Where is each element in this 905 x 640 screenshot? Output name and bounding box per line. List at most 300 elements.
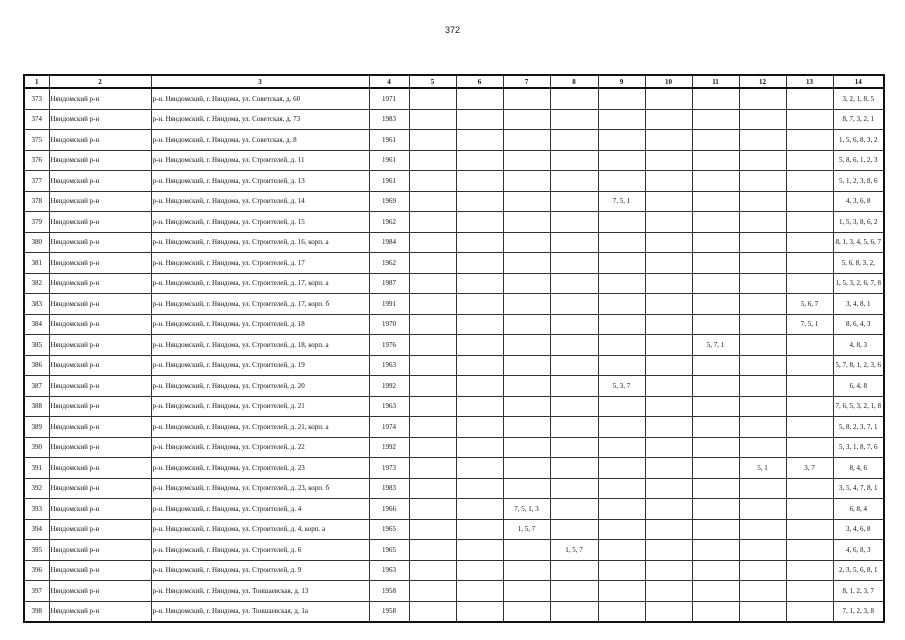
table-cell-col-2: Няндомский р-н [49, 109, 151, 130]
table-cell-col-7 [503, 355, 550, 376]
table-cell-col-5 [409, 601, 456, 622]
table-row [24, 212, 884, 233]
table-cell-col-10 [645, 314, 692, 335]
table-cell-col-10 [645, 294, 692, 315]
table-cell-col-11 [692, 478, 739, 499]
table-cell-col-12 [739, 396, 786, 417]
table-row [24, 560, 884, 581]
table-cell-col-1: 374 [24, 109, 49, 130]
table-cell-col-12 [739, 355, 786, 376]
table-cell-col-10 [645, 212, 692, 233]
table-cell-col-14: 8, 6, 4, 3 [833, 314, 884, 335]
table-cell-col-1: 380 [24, 232, 49, 253]
table-cell-col-14: 8, 1, 3, 4, 5, 6, 7 [833, 232, 884, 253]
table-cell-col-13 [786, 519, 833, 540]
table-cell-col-13 [786, 335, 833, 356]
table-cell-col-6 [456, 540, 503, 561]
table-cell-col-9: 5, 3, 7 [598, 376, 645, 397]
table-row [24, 499, 884, 520]
table-cell-col-4: 1961 [369, 171, 409, 192]
table-cell-col-4: 1987 [369, 273, 409, 294]
table-cell-col-5 [409, 109, 456, 130]
table-cell-col-8 [550, 601, 598, 622]
table-cell-col-1: 375 [24, 130, 49, 151]
table-cell-col-13 [786, 191, 833, 212]
table-row [24, 417, 884, 438]
table-cell-col-2: Няндомский р-н [49, 376, 151, 397]
table-cell-col-10 [645, 581, 692, 602]
table-row [24, 437, 884, 458]
table-cell-col-11 [692, 560, 739, 581]
table-cell-col-12 [739, 109, 786, 130]
table-cell-col-2: Няндомский р-н [49, 314, 151, 335]
table-cell-col-13 [786, 273, 833, 294]
table-cell-col-7 [503, 294, 550, 315]
table-cell-col-9 [598, 540, 645, 561]
table-cell-col-2: Няндомский р-н [49, 150, 151, 171]
table-cell-col-1: 373 [24, 88, 49, 109]
table-cell-col-13 [786, 212, 833, 233]
table-cell-col-9 [598, 581, 645, 602]
table-cell-col-8 [550, 212, 598, 233]
table-row [24, 478, 884, 499]
table-cell-col-12 [739, 540, 786, 561]
table-cell-col-9 [598, 130, 645, 151]
table-cell-col-9 [598, 212, 645, 233]
table-cell-col-13: 7, 5, 1 [786, 314, 833, 335]
table-cell-col-1: 381 [24, 253, 49, 274]
table-cell-col-9 [598, 560, 645, 581]
table-cell-col-7 [503, 88, 550, 109]
table-cell-col-3: р-н. Няндомский, г. Няндома, ул. Советская, д. 73 [151, 109, 369, 130]
table-cell-col-8 [550, 171, 598, 192]
table-cell-col-14: 1, 5, 3, 2, 6, 7, 8 [833, 273, 884, 294]
table-cell-col-11 [692, 458, 739, 479]
table-cell-col-14: 3, 5, 4, 7, 8, 1 [833, 478, 884, 499]
table-cell-col-2: Няндомский р-н [49, 273, 151, 294]
table-cell-col-14: 8, 4, 6 [833, 458, 884, 479]
table-cell-col-5 [409, 437, 456, 458]
table-cell-col-8 [550, 478, 598, 499]
table-cell-col-6 [456, 376, 503, 397]
table-cell-col-1: 376 [24, 150, 49, 171]
table-cell-col-4: 1961 [369, 130, 409, 151]
table-cell-col-11 [692, 396, 739, 417]
table-cell-col-7: 1, 5, 7 [503, 519, 550, 540]
table-cell-col-10 [645, 232, 692, 253]
table-cell-col-10 [645, 88, 692, 109]
table-cell-col-3: р-н. Няндомский, г. Няндома, ул. Строителей, д. 18, корп. а [151, 335, 369, 356]
table-cell-col-3: р-н. Няндомский, г. Няндома, ул. Строителей, д. 4, корп. а [151, 519, 369, 540]
table-cell-col-8 [550, 191, 598, 212]
table-cell-col-6 [456, 458, 503, 479]
column-header-14: 14 [833, 75, 884, 88]
table-cell-col-9 [598, 294, 645, 315]
table-cell-col-10 [645, 417, 692, 438]
table-cell-col-3: р-н. Няндомский, г. Няндома, ул. Строителей, д. 23, корп. б [151, 478, 369, 499]
table-cell-col-10 [645, 130, 692, 151]
table-cell-col-13 [786, 232, 833, 253]
table-cell-col-12: 5, 1 [739, 458, 786, 479]
table-cell-col-8 [550, 253, 598, 274]
table-cell-col-11 [692, 601, 739, 622]
table-cell-col-1: 393 [24, 499, 49, 520]
table-cell-col-11 [692, 355, 739, 376]
table-row [24, 88, 884, 109]
table-cell-col-8 [550, 314, 598, 335]
table-cell-col-8 [550, 499, 598, 520]
table-cell-col-7 [503, 212, 550, 233]
table-cell-col-5 [409, 581, 456, 602]
table-cell-col-10 [645, 601, 692, 622]
table-cell-col-7 [503, 335, 550, 356]
table-cell-col-3: р-н. Няндомский, г. Няндома, ул. Строителей, д. 17 [151, 253, 369, 274]
table-cell-col-7 [503, 376, 550, 397]
table-cell-col-5 [409, 191, 456, 212]
table-body [24, 88, 884, 622]
table-cell-col-12 [739, 478, 786, 499]
table-cell-col-12 [739, 150, 786, 171]
table-row [24, 150, 884, 171]
table-cell-col-11 [692, 437, 739, 458]
table-cell-col-8 [550, 458, 598, 479]
table-cell-col-14: 5, 3, 1, 8, 7, 6 [833, 437, 884, 458]
table-cell-col-13 [786, 355, 833, 376]
table-cell-col-2: Няндомский р-н [49, 335, 151, 356]
table-cell-col-5 [409, 396, 456, 417]
table-cell-col-13 [786, 437, 833, 458]
table-cell-col-5 [409, 335, 456, 356]
table-cell-col-11 [692, 273, 739, 294]
column-header-9: 9 [598, 75, 645, 88]
table-cell-col-5 [409, 417, 456, 438]
table-cell-col-8 [550, 437, 598, 458]
table-cell-col-6 [456, 437, 503, 458]
table-cell-col-12 [739, 335, 786, 356]
table-cell-col-12 [739, 519, 786, 540]
table-cell-col-3: р-н. Няндомский, г. Няндома, ул. Тоншаевская, д. 13 [151, 581, 369, 602]
table-row [24, 335, 884, 356]
table-cell-col-9 [598, 396, 645, 417]
table-cell-col-5 [409, 273, 456, 294]
table-cell-col-3: р-н. Няндомский, г. Няндома, ул. Строителей, д. 20 [151, 376, 369, 397]
table-cell-col-1: 391 [24, 458, 49, 479]
table-cell-col-14: 3, 4, 8, 1 [833, 294, 884, 315]
table-row [24, 294, 884, 315]
table-cell-col-3: р-н. Няндомский, г. Няндома, ул. Строителей, д. 22 [151, 437, 369, 458]
table-cell-col-7 [503, 150, 550, 171]
table-cell-col-14: 6, 8, 4 [833, 499, 884, 520]
table-cell-col-5 [409, 130, 456, 151]
table-cell-col-8 [550, 560, 598, 581]
table-cell-col-7 [503, 437, 550, 458]
table-cell-col-1: 383 [24, 294, 49, 315]
table-cell-col-6 [456, 499, 503, 520]
table-cell-col-2: Няндомский р-н [49, 458, 151, 479]
table-cell-col-2: Няндомский р-н [49, 478, 151, 499]
table-cell-col-10 [645, 109, 692, 130]
table-cell-col-4: 1984 [369, 232, 409, 253]
table-cell-col-9 [598, 458, 645, 479]
table-cell-col-1: 387 [24, 376, 49, 397]
table-cell-col-14: 5, 8, 2, 3, 7, 1 [833, 417, 884, 438]
table-cell-col-8 [550, 273, 598, 294]
table-cell-col-11 [692, 540, 739, 561]
table-cell-col-1: 382 [24, 273, 49, 294]
table-cell-col-1: 397 [24, 581, 49, 602]
table-cell-col-7 [503, 109, 550, 130]
table-cell-col-7 [503, 171, 550, 192]
table-row [24, 540, 884, 561]
table-cell-col-13 [786, 150, 833, 171]
table-cell-col-13 [786, 376, 833, 397]
table-cell-col-4: 1983 [369, 109, 409, 130]
table-cell-col-4: 1958 [369, 581, 409, 602]
table-cell-col-2: Няндомский р-н [49, 212, 151, 233]
table-cell-col-13 [786, 499, 833, 520]
table-cell-col-4: 1973 [369, 458, 409, 479]
table-cell-col-8 [550, 294, 598, 315]
table-cell-col-8 [550, 88, 598, 109]
table-header [24, 75, 884, 88]
table-cell-col-1: 395 [24, 540, 49, 561]
table-cell-col-6 [456, 191, 503, 212]
table-cell-col-1: 388 [24, 396, 49, 417]
data-table [23, 74, 885, 623]
table-cell-col-4: 1963 [369, 355, 409, 376]
table-cell-col-3: р-н. Няндомский, г. Няндома, ул. Строителей, д. 18 [151, 314, 369, 335]
table-cell-col-9: 7, 5, 1 [598, 191, 645, 212]
table-cell-col-14: 2, 3, 5, 6, 8, 1 [833, 560, 884, 581]
table-cell-col-11 [692, 314, 739, 335]
table-cell-col-14: 7, 1, 2, 3, 8 [833, 601, 884, 622]
table-cell-col-5 [409, 232, 456, 253]
table-cell-col-2: Няндомский р-н [49, 519, 151, 540]
table-cell-col-4: 1958 [369, 601, 409, 622]
table-cell-col-12 [739, 212, 786, 233]
table-cell-col-1: 386 [24, 355, 49, 376]
table-cell-col-11 [692, 88, 739, 109]
table-cell-col-14: 6, 4, 8 [833, 376, 884, 397]
column-header-8: 8 [550, 75, 598, 88]
column-header-7: 7 [503, 75, 550, 88]
table-cell-col-14: 5, 8, 6, 1, 2, 3 [833, 150, 884, 171]
table-cell-col-2: Няндомский р-н [49, 171, 151, 192]
table-cell-col-9 [598, 478, 645, 499]
table-cell-col-1: 398 [24, 601, 49, 622]
table-row [24, 273, 884, 294]
table-cell-col-5 [409, 171, 456, 192]
table-cell-col-10 [645, 396, 692, 417]
table-cell-col-6 [456, 478, 503, 499]
table-cell-col-12 [739, 232, 786, 253]
table-cell-col-7 [503, 314, 550, 335]
table-cell-col-7: 7, 5, 1, 3 [503, 499, 550, 520]
table-cell-col-1: 377 [24, 171, 49, 192]
table-cell-col-3: р-н. Няндомский, г. Няндома, ул. Строителей, д. 17, корп. а [151, 273, 369, 294]
table-cell-col-2: Няндомский р-н [49, 130, 151, 151]
table-cell-col-11 [692, 150, 739, 171]
table-cell-col-6 [456, 396, 503, 417]
table-cell-col-5 [409, 499, 456, 520]
table-row [24, 191, 884, 212]
table-cell-col-1: 390 [24, 437, 49, 458]
table-cell-col-7 [503, 601, 550, 622]
table-cell-col-3: р-н. Няндомский, г. Няндома, ул. Строителей, д. 23 [151, 458, 369, 479]
table-cell-col-10 [645, 499, 692, 520]
table-cell-col-9 [598, 273, 645, 294]
table-cell-col-4: 1971 [369, 88, 409, 109]
table-cell-col-7 [503, 478, 550, 499]
table-cell-col-1: 379 [24, 212, 49, 233]
table-cell-col-10 [645, 478, 692, 499]
table-cell-col-6 [456, 253, 503, 274]
table-cell-col-14: 8, 1, 2, 3, 7 [833, 581, 884, 602]
table-cell-col-9 [598, 335, 645, 356]
table-cell-col-10 [645, 150, 692, 171]
table-cell-col-4: 1970 [369, 314, 409, 335]
table-cell-col-12 [739, 130, 786, 151]
table-cell-col-6 [456, 150, 503, 171]
table-cell-col-6 [456, 273, 503, 294]
table-cell-col-4: 1992 [369, 376, 409, 397]
table-cell-col-3: р-н. Няндомский, г. Няндома, ул. Строителей, д. 13 [151, 171, 369, 192]
table-cell-col-12 [739, 560, 786, 581]
table-cell-col-14: 3, 2, 1, 8, 5 [833, 88, 884, 109]
table-cell-col-6 [456, 417, 503, 438]
table-cell-col-8: 1, 5, 7 [550, 540, 598, 561]
table-cell-col-12 [739, 376, 786, 397]
header-row [24, 75, 884, 88]
table-cell-col-4: 1983 [369, 478, 409, 499]
table-cell-col-10 [645, 355, 692, 376]
table-cell-col-3: р-н. Няндомский, г. Няндома, ул. Строителей, д. 15 [151, 212, 369, 233]
table-cell-col-11 [692, 294, 739, 315]
table-cell-col-9 [598, 601, 645, 622]
table-cell-col-9 [598, 437, 645, 458]
table-cell-col-12 [739, 171, 786, 192]
table-cell-col-14: 4, 8, 3 [833, 335, 884, 356]
table-cell-col-6 [456, 314, 503, 335]
table-cell-col-9 [598, 171, 645, 192]
column-header-3: 3 [151, 75, 369, 88]
table-cell-col-14: 5, 6, 8, 3, 2, [833, 253, 884, 274]
table-cell-col-9 [598, 150, 645, 171]
page-number: 372 [444, 25, 461, 35]
table-cell-col-7 [503, 581, 550, 602]
table-cell-col-11 [692, 232, 739, 253]
table-cell-col-13 [786, 109, 833, 130]
table-cell-col-3: р-н. Няндомский, г. Няндома, ул. Строителей, д. 4 [151, 499, 369, 520]
table-cell-col-3: р-н. Няндомский, г. Няндома, ул. Строителей, д. 6 [151, 540, 369, 561]
table-cell-col-11 [692, 376, 739, 397]
table-cell-col-6 [456, 335, 503, 356]
table-cell-col-5 [409, 519, 456, 540]
table-cell-col-11 [692, 519, 739, 540]
table-cell-col-9 [598, 232, 645, 253]
column-header-5: 5 [409, 75, 456, 88]
table-cell-col-11 [692, 581, 739, 602]
table-cell-col-7 [503, 417, 550, 438]
table-cell-col-4: 1992 [369, 437, 409, 458]
table-row [24, 376, 884, 397]
column-header-12: 12 [739, 75, 786, 88]
table-cell-col-6 [456, 601, 503, 622]
table-cell-col-8 [550, 396, 598, 417]
table-cell-col-14: 5, 7, 8, 1, 2, 3, 6 [833, 355, 884, 376]
table-row [24, 396, 884, 417]
table-cell-col-1: 396 [24, 560, 49, 581]
table-cell-col-12 [739, 437, 786, 458]
table-cell-col-3: р-н. Няндомский, г. Няндома, ул. Советская, д. 60 [151, 88, 369, 109]
table-cell-col-12 [739, 273, 786, 294]
table-cell-col-10 [645, 253, 692, 274]
table-cell-col-2: Няндомский р-н [49, 417, 151, 438]
table-cell-col-3: р-н. Няндомский, г. Няндома, ул. Советская, д. 8 [151, 130, 369, 151]
table-cell-col-13 [786, 253, 833, 274]
table-cell-col-5 [409, 376, 456, 397]
table-cell-col-6 [456, 232, 503, 253]
table-cell-col-10 [645, 560, 692, 581]
table-cell-col-2: Няндомский р-н [49, 232, 151, 253]
table-cell-col-6 [456, 130, 503, 151]
table-row [24, 519, 884, 540]
table-cell-col-12 [739, 191, 786, 212]
table-cell-col-2: Няндомский р-н [49, 540, 151, 561]
table-cell-col-8 [550, 581, 598, 602]
table-cell-col-9 [598, 355, 645, 376]
table-cell-col-10 [645, 171, 692, 192]
table-row [24, 109, 884, 130]
table-cell-col-1: 394 [24, 519, 49, 540]
table-cell-col-14: 4, 3, 6, 8 [833, 191, 884, 212]
table-cell-col-4: 1963 [369, 560, 409, 581]
table-cell-col-12 [739, 88, 786, 109]
table-cell-col-6 [456, 88, 503, 109]
table-cell-col-14: 4, 6, 8, 3 [833, 540, 884, 561]
table-cell-col-10 [645, 519, 692, 540]
table-cell-col-10 [645, 540, 692, 561]
table-cell-col-13 [786, 417, 833, 438]
table-cell-col-7 [503, 273, 550, 294]
table-cell-col-2: Няндомский р-н [49, 191, 151, 212]
table-cell-col-12 [739, 499, 786, 520]
table-cell-col-5 [409, 314, 456, 335]
table-cell-col-5 [409, 212, 456, 233]
table-cell-col-2: Няндомский р-н [49, 396, 151, 417]
table-cell-col-10 [645, 376, 692, 397]
table-cell-col-3: р-н. Няндомский, г. Няндома, ул. Строителей, д. 9 [151, 560, 369, 581]
table-cell-col-8 [550, 417, 598, 438]
table-cell-col-2: Няндомский р-н [49, 581, 151, 602]
table-cell-col-4: 1976 [369, 335, 409, 356]
table-cell-col-13: 3, 7 [786, 458, 833, 479]
table-cell-col-13 [786, 88, 833, 109]
table-cell-col-3: р-н. Няндомский, г. Няндома, ул. Строителей, д. 21 [151, 396, 369, 417]
table-cell-col-7 [503, 232, 550, 253]
table-cell-col-7 [503, 253, 550, 274]
table-cell-col-9 [598, 253, 645, 274]
table-cell-col-2: Няндомский р-н [49, 437, 151, 458]
table-cell-col-9 [598, 417, 645, 438]
table-cell-col-4: 1991 [369, 294, 409, 315]
table-cell-col-7 [503, 540, 550, 561]
column-header-6: 6 [456, 75, 503, 88]
table-cell-col-6 [456, 294, 503, 315]
table-cell-col-3: р-н. Няндомский, г. Няндома, ул. Строителей, д. 16, корп. а [151, 232, 369, 253]
table-cell-col-4: 1965 [369, 540, 409, 561]
column-header-2: 2 [49, 75, 151, 88]
